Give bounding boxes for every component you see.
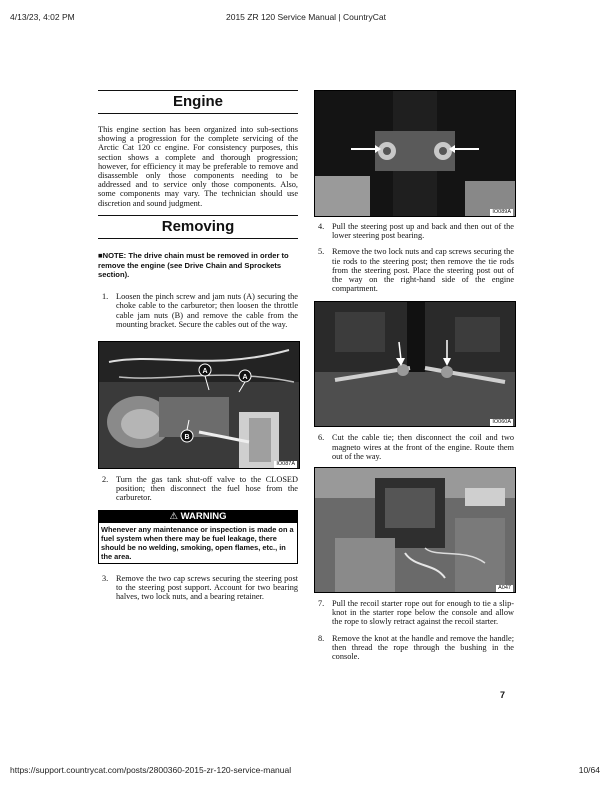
removing-note [98, 251, 298, 280]
step-text: Loosen the pinch screw and jam nuts (A) securing the choke cable to the carburetor; then loosen the throttle cable jam nuts (B) and remove the cable from the mounting bracket. Secure the cables out of the way. [116, 292, 298, 329]
callout-a2: A [242, 374, 248, 382]
step-text: Remove the knot at the handle and remove the handle; then thread the rope through the bushing in the console. [332, 633, 514, 662]
carburetor-photo-illustration [99, 342, 299, 468]
magneto-wire-photo [314, 467, 516, 593]
step-3 [98, 574, 298, 602]
note-label: ■NOTE: [98, 250, 127, 260]
photo-code: A047 [498, 585, 511, 592]
step-1 [98, 292, 298, 329]
print-timestamp: 4/13/23, 4:02 PM [10, 12, 75, 22]
photo-code: IO060A [492, 419, 511, 426]
warning-title: ⚠ WARNING [99, 511, 297, 523]
photo-code: IO087A [276, 461, 295, 468]
step-number: 5. [318, 247, 325, 257]
step-number: 1. [102, 292, 109, 302]
browser-print-footer [0, 765, 612, 777]
step-number: 3. [102, 573, 109, 583]
steering-post-illustration [315, 91, 515, 216]
step-number: 4. [318, 222, 325, 231]
page-number: 7 [500, 690, 506, 700]
step-number: 8. [318, 633, 325, 643]
step-text: Remove the two lock nuts and cap screws securing the tie rods to the steering post; then remove the tie rods from the steering post. Place the steering post out of the way on the right-hand side of the engine compartment. [332, 247, 514, 294]
step-8 [314, 634, 514, 662]
step-7 [314, 599, 514, 627]
engine-heading: Engine [98, 90, 298, 114]
step-4 [314, 222, 514, 240]
step-text: Cut the cable tie; then disconnect the coil and two magneto wires at the front of the engine. Route them out of the way. [332, 433, 514, 461]
browser-print-header [0, 12, 612, 24]
carburetor-cable-photo [98, 341, 300, 469]
print-page-count: 10/64 [578, 765, 600, 775]
engine-intro: This engine section has been organized into sub-sections showing a progression for the complete servicing of the Arctic Cat 120 cc engine. For consistency purposes, this section shows a complete and thorough progression; however, for efficiency it may be preferable to remove and disassemble only those components needing to be addressed and to service only those components. Also, some components may vary. The technician should use discretion and sound judgment. [98, 125, 298, 208]
print-page-title: 2015 ZR 120 Service Manual | CountryCat [225, 12, 386, 22]
callout-b: B [184, 434, 190, 442]
step-text: Pull the recoil starter rope out for enough to tie a slip-knot in the starter rope below the console and allow the rope to slowly retract against the recoil starter. [332, 599, 514, 627]
callout-a1: A [202, 368, 208, 376]
step-2 [98, 475, 298, 503]
photo-code: IO089A [492, 209, 511, 215]
tie-rod-photo [314, 301, 516, 427]
step-number: 6. [318, 433, 325, 443]
step-text: Pull the steering post up and back and then out of the lower steering post bearing. [332, 222, 514, 241]
step-5 [314, 247, 514, 293]
removing-heading: Removing [98, 215, 298, 239]
tie-rod-illustration [315, 302, 515, 426]
steering-post-photo [314, 90, 516, 217]
step-number: 2. [102, 475, 109, 485]
warning-box [98, 510, 298, 564]
step-text: Turn the gas tank shut-off valve to the CLOSED position; then disconnect the fuel hose from the carburetor. [116, 475, 298, 503]
print-url: https://support.countrycat.com/posts/2800360-2015-zr-120-service-manual [10, 765, 292, 775]
magneto-wire-illustration [315, 468, 515, 592]
left-column [98, 90, 298, 601]
right-column [314, 90, 514, 661]
step-6 [314, 433, 514, 461]
note-text: The drive chain must be removed in order to remove the engine (see Drive Chain and Sprockets section). [98, 250, 289, 280]
warning-body: Whenever any maintenance or inspection is made on a fuel system when there may be fuel leakage, there should be no welding, smoking, open flames, etc., in the area. [101, 524, 294, 561]
step-number: 7. [318, 599, 325, 609]
step-text: Remove the two cap screws securing the steering post to the steering post support. Account for two bearing halves, two lock nuts, and a bearing retainer. [116, 573, 298, 602]
